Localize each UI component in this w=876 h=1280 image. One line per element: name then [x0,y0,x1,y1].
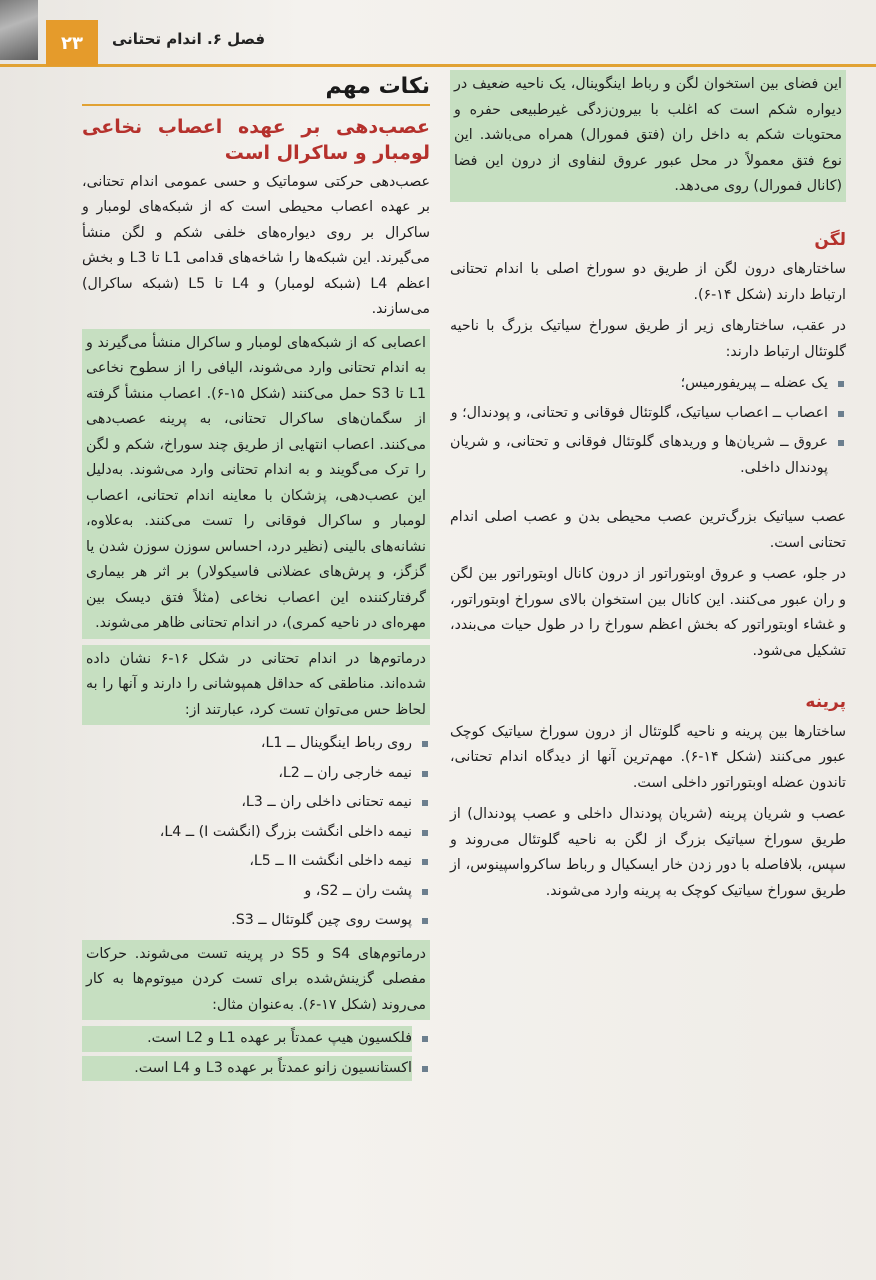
obturator-paragraph: در جلو، عصب و عروق اوبتوراتور از درون کانال اوبتوراتور بین لگن و ران عبور می‌کنند. این کانال بین استخوان بالای سوراخ اوبتوراتور، و غشاء اوبتوراتور که بخش اعظم سوراخ را در طول حیات می‌بندد، تشکیل می‌شود. [450,566,846,659]
dermatome-list [82,731,430,934]
pelvis-heading: لگن [814,229,846,250]
list-item: نیمه داخلی انگشت II ــ L5، [82,849,412,875]
intro-paragraph: این فضای بین استخوان لگن و رباط اینگوینال، یک ناحیه ضعیف در دیواره شکم است که اغلب با بیرون‌زدگی غیرطبیعی حفره و محتویات شکم به داخل ران (فتق فمورال) همراه می‌باشد. این نوع فتق معمولاً در محل عبور عروق لنفاوی از درون این فضا (کانال فمورال) روی می‌دهد. [450,70,846,202]
list-item: اعصاب ــ اعصاب سیاتیک، گلوتئال فوقانی و تحتانی، و پودندال؛ و [450,401,828,427]
paragraph-2: اعصابی که از شبکه‌های لومبار و ساکرال منشأ می‌گیرند و به اندام تحتانی وارد می‌شوند، الیافی را از سطوح نخاعی L1 تا S3 حمل می‌کنند (شکل ۱۵-۶). اعصاب منشأ گرفته از سگمان‌های ساکرال تحتانی، به پرینه عصب‌دهی می‌کنند. اعصاب انتهایی از طریق چند سوراخ، شکم و لگن را ترک می‌گویند و به اندام تحتانی وارد می‌شوند. به‌دلیل این عصب‌دهی، پزشکان با معاینه اندام تحتانی، اعصاب لومبار و ساکرال فوقانی را تست می‌کنند. به‌علاوه، نشانه‌های بالینی (نظیر درد، احساس سوزن سوزن شدن یا گزگز، و پرش‌های عضلانی فاسیکولار) بر اثر هر بیماری گرفتارکننده این اعصاب نخاعی (مثلاً فتق دیسک بین مهره‌ای در ناحیه کمری)، در اندام تحتانی ظاهر می‌شوند. [82,329,430,639]
perineum-paragraph-2: عصب و شریان پرینه (شریان پودندال داخلی و عصب پودندال) از طریق سوراخ سیاتیک بزرگ از لگن به ناحیه گلوتئال می‌روند و سپس، بلافاصله با دور زدن خار ایسکیال و رباط ساکرواسپینوس، از طریق سوراخ سیاتیک کوچک به پرینه وارد می‌شوند. [450,806,846,899]
list-item: اکستانسیون زانو عمدتاً بر عهده L3 و L4 است. [82,1056,412,1082]
list-item: روی رباط اینگوینال ــ L1، [82,731,412,757]
list-item: نیمه خارجی ران ــ L2، [82,761,412,787]
pelvis-paragraph-2: در عقب، ساختارهای زیر از طریق سوراخ سیاتیک بزرگ با ناحیه گلوتئال ارتباط دارند: [450,318,846,360]
perineum-paragraph-1: ساختارها بین پرینه و ناحیه گلوتئال از درون سوراخ سیاتیک کوچک عبور می‌کنند (شکل ۱۴-۶). مهم‌ترین آنها از دیدگاه اندام تحتانی، تاندون عضله اوبتوراتور داخلی است. [450,723,847,791]
page-header [0,20,876,67]
list-item: فلکسیون هیپ عمدتاً بر عهده L1 و L2 است. [82,1026,412,1052]
right-column [450,70,846,910]
myotome-list [82,1026,430,1081]
perineum-heading: پرینه [805,692,846,712]
paragraph-3: درماتوم‌ها در اندام تحتانی در شکل ۱۶-۶ نشان داده شده‌اند. مناطقی که حداقل همپوشانی را دارند و آنها را به لحاظ حس می‌توان تست کرد، عبارتند از: [82,645,430,726]
list-item: یک عضله ــ پیریفورمیس؛ [450,371,828,397]
list-item: نیمه داخلی انگشت بزرگ (انگشت I) ــ L4، [82,820,412,846]
paragraph-1: عصب‌دهی حرکتی سوماتیک و حسی عمومی اندام تحتانی، بر عهده اعصاب محیطی است که از شبکه‌های لومبار و ساکرال بر روی دیواره‌های خلفی شکم و لگن منشأ می‌گیرند. این شبکه‌ها را شاخه‌های قدامی L1 تا L3 و بخش اعظم L4 (شبکه لومبار) و L4 تا L5 (شبکه ساکرال) می‌سازند. [82,173,431,317]
list-item: پوست روی چین گلوتئال ــ S3. [82,908,412,934]
sciatic-paragraph: عصب سیاتیک بزرگ‌ترین عصب محیطی بدن و عصب اصلی اندام تحتانی است. [450,509,846,551]
list-item: نیمه تحتانی داخلی ران ــ L3، [82,790,412,816]
list-item: عروق ــ شریان‌ها و وریدهای گلوتئال فوقانی و تحتانی، و شریان پودندال داخلی. [450,430,828,481]
left-column [82,70,430,1087]
pelvis-paragraph-1: ساختارهای درون لگن از طریق دو سوراخ اصلی با اندام تحتانی ارتباط دارند (شکل ۱۴-۶). [450,261,846,303]
box-title: نکات مهم [82,74,430,106]
page-number: ۲۳ [46,20,98,66]
pelvis-list [450,371,846,481]
list-item: پشت ران ــ S2، و [82,879,412,905]
subheading: عصب‌دهی بر عهده اعصاب نخاعی لومبار و ساکرال است [82,115,430,164]
paragraph-4: درماتوم‌های S4 و S5 در پرینه تست می‌شوند. حرکات مفصلی گزینش‌شده برای تست کردن میوتوم‌ها به کار می‌روند (شکل ۱۷-۶). به‌عنوان مثال: [82,940,430,1021]
chapter-title: فصل ۶. اندام تحتانی [112,30,266,48]
